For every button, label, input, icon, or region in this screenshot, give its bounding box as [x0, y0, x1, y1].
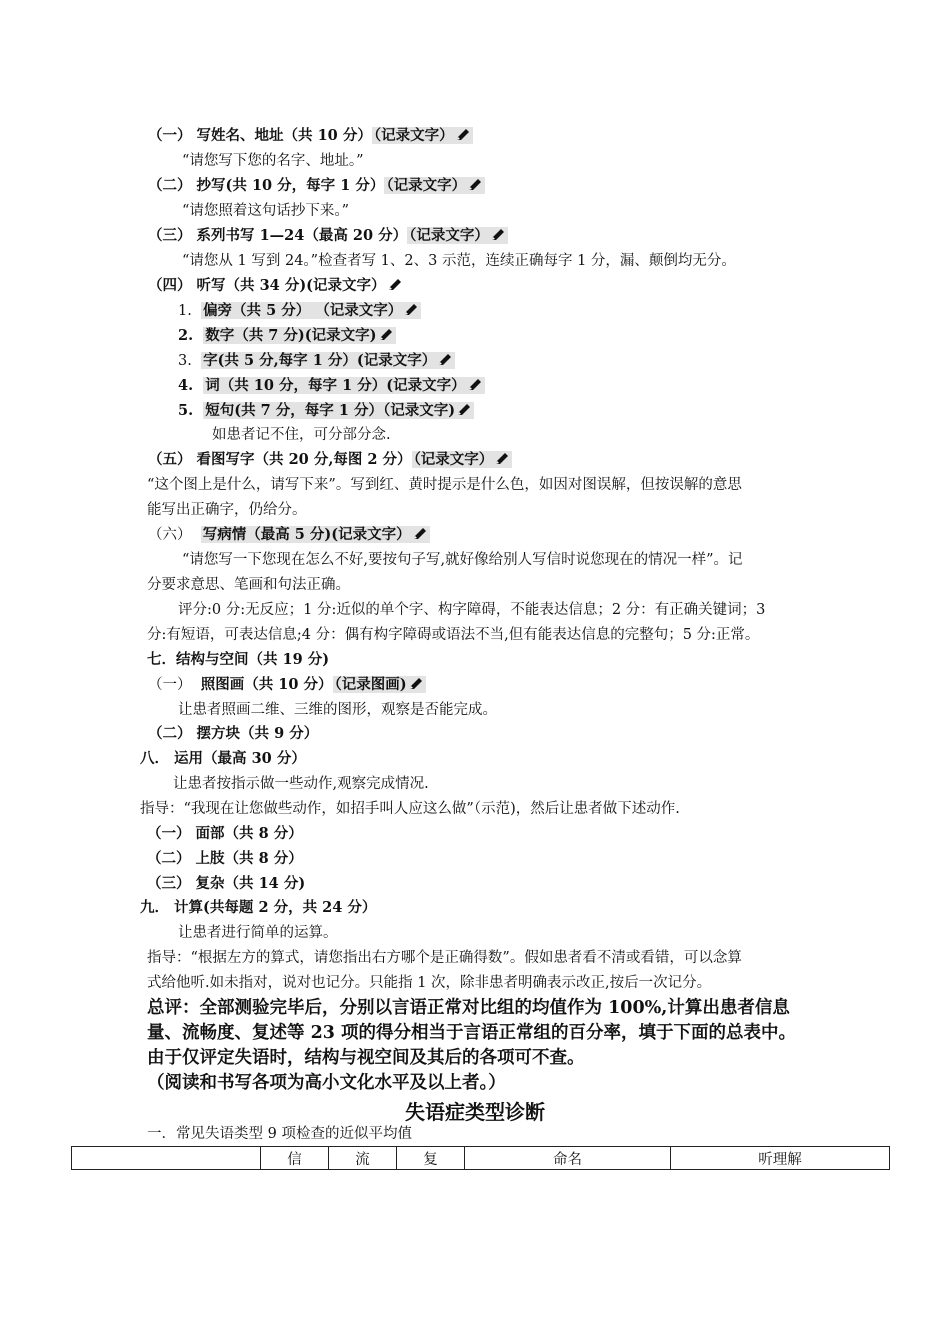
table-header-cell: 信 — [261, 1147, 329, 1170]
pencil-icon — [403, 303, 419, 317]
record-tag — [412, 451, 513, 468]
dictation-item — [178, 351, 455, 371]
aphasia-values-table — [71, 1146, 890, 1170]
section-3-title: （三） 系列书写 1—24（最高 20 分） — [148, 227, 408, 244]
section-8-item: （三） 复杂（共 14 分) — [147, 875, 306, 892]
table-header-cell: 复 — [397, 1147, 465, 1170]
section-3-heading — [148, 226, 508, 246]
item-number: 2. — [178, 327, 194, 344]
pencil-icon — [412, 527, 428, 541]
section-6-text-1: “请您写一下您现在怎么不好,要按句子写,就好像给别人写信时说您现在的情况一样”。记 — [182, 552, 743, 568]
pencil-icon — [437, 353, 453, 367]
section-6-text-2: 分要求意思、笔画和句法正确。 — [147, 577, 350, 593]
pencil-icon — [378, 328, 394, 342]
dictation-item-label — [203, 377, 484, 394]
section-8-item: （一） 面部（共 8 分） — [147, 825, 303, 842]
item-label-text: 数字（共 7 分)(记录文字) — [205, 327, 377, 344]
record-tag-label: （记录图画) — [334, 676, 407, 693]
dictation-item-label — [203, 327, 395, 344]
section-7-sub-1-number: （一） — [148, 677, 192, 693]
record-tag-label: （记录文字） — [413, 451, 494, 468]
section-8-text-1: 让患者按指示做一些动作,观察完成情况. — [173, 776, 429, 792]
item-number: 5. — [178, 402, 194, 419]
section-4-title: （四） 听写（共 34 分)(记录文字） — [148, 277, 386, 294]
section-4-heading — [148, 276, 403, 296]
diagnosis-title: 失语症类型诊断 — [405, 1100, 545, 1124]
table-header-row — [72, 1147, 890, 1170]
section-6-heading — [148, 525, 430, 545]
item-label-text: 字(共 5 分,每字 1 分）(记录文字） — [203, 352, 437, 369]
table-header-cell — [72, 1147, 261, 1170]
record-tag-label: （记录文字） — [409, 227, 489, 244]
section-1-title: （一） 写姓名、地址（共 10 分） — [148, 127, 372, 144]
dictation-item — [178, 401, 474, 421]
section-9-text-3: 式给他听.如未指对，说对也记分。只能指 1 次，除非患者明确表示改正,按后一次记分。 — [147, 975, 712, 991]
dictation-note: 如患者记不住，可分部分念. — [212, 427, 391, 443]
item-number: 1. — [178, 303, 192, 319]
section-9-text-2: 指导：“根据左方的算式，请您指出右方哪个是正确得数”。假如患者看不清或看错，可以念算 — [147, 950, 742, 966]
dictation-item-label — [201, 352, 455, 369]
section-5-title: （五） 看图写字（共 20 分,每图 2 分） — [148, 451, 412, 468]
record-tag-label: （记录文字） — [373, 127, 454, 144]
record-tag — [384, 177, 485, 194]
section-9-heading: 九． 计算(共每题 2 分，共 24 分） — [140, 899, 377, 916]
dictation-item — [178, 326, 396, 346]
pencil-icon — [455, 128, 471, 142]
table-header-cell: 听理解 — [671, 1147, 890, 1170]
diagnosis-subtitle: 一．常见失语类型 9 项检查的近似平均值 — [147, 1126, 412, 1142]
section-7-sub-2-heading: （二） 摆方块（共 9 分） — [148, 725, 319, 742]
summary-line-1: 总评：全部测验完毕后，分别以言语正常对比组的均值作为 100%,计算出患者信息 — [147, 998, 790, 1018]
record-tag — [333, 676, 426, 693]
section-5-text-2: 能写出正确字，仍给分。 — [147, 502, 307, 518]
pencil-icon — [387, 278, 403, 292]
section-6-text-4: 分:有短语，可表达信息;4 分：偶有构字障碍或语法不当,但有能表达信息的完整句；5 分:正常。 — [147, 627, 760, 643]
table-header-cell: 流 — [329, 1147, 397, 1170]
section-7-sub-1-text: 让患者照画二维、三维的图形，观察是否能完成。 — [178, 702, 497, 718]
table-header-cell: 命名 — [465, 1147, 671, 1170]
section-8-item: （二） 上肢（共 8 分） — [147, 850, 303, 867]
pencil-icon — [467, 378, 483, 392]
section-1-text: “请您写下您的名字、地址。” — [182, 153, 364, 169]
section-2-heading — [148, 176, 485, 196]
section-6-text-3: 评分:0 分:无反应；1 分:近似的单个字、构字障碍，不能表达信息；2 分：有正确关键词；3 — [178, 602, 766, 618]
summary-line-3: 由于仅评定失语时，结构与视空间及其后的各项可不查。 — [147, 1048, 585, 1068]
pencil-icon — [494, 452, 510, 466]
section-5-text-1: “这个图上是什么，请写下来”。写到红、黄时提示是什么色，如因对图误解，但按误解的意思 — [147, 477, 742, 493]
record-tag-label: （记录文字） — [386, 177, 467, 194]
section-7-sub-1-title: 照图画（共 10 分） — [200, 676, 333, 693]
summary-line-2: 量、流畅度、复述等 23 项的得分相当于言语正常组的百分率，填于下面的总表中。 — [147, 1023, 797, 1043]
section-5-heading — [148, 450, 512, 470]
record-tag — [372, 127, 473, 144]
dictation-item — [178, 301, 421, 321]
item-number: 4. — [178, 377, 194, 394]
item-number: 3. — [178, 353, 192, 369]
section-2-text: “请您照着这句话抄下来。” — [182, 203, 350, 219]
section-9-text-1: 让患者进行简单的运算。 — [178, 925, 338, 941]
dictation-item-label — [203, 402, 474, 419]
item-label-text: 偏旁（共 5 分） （记录文字） — [203, 302, 403, 319]
summary-line-4: （阅读和书写各项为高小文化水平及以上者。） — [147, 1073, 506, 1093]
record-tag — [407, 227, 508, 244]
section-6-title: 写病情（最高 5 分)(记录文字） — [202, 526, 411, 543]
section-6-number: （六） — [148, 527, 192, 543]
pencil-icon — [408, 677, 424, 691]
section-1-heading — [148, 126, 473, 146]
section-8-heading: 八． 运用（最高 30 分） — [140, 750, 306, 767]
section-7-sub-1-heading — [148, 675, 426, 695]
dictation-item — [178, 376, 485, 396]
item-label-text: 短句(共 7 分，每字 1 分）（记录文字) — [205, 402, 456, 419]
pencil-icon — [456, 403, 472, 417]
section-8-text-2: 指导：“我现在让您做些动作，如招手叫人应这么做”（示范)，然后让患者做下述动作. — [140, 801, 680, 817]
record-tag — [201, 526, 430, 543]
pencil-icon — [467, 178, 483, 192]
dictation-item-label — [201, 302, 421, 319]
pencil-icon — [490, 228, 506, 242]
section-3-text: “请您从 1 写到 24。”检查者写 1、2、3 示范，连续正确每字 1 分，漏、颠倒均无分。 — [182, 253, 736, 269]
section-7-heading: 七．结构与空间（共 19 分) — [147, 651, 330, 668]
item-label-text: 词（共 10 分，每字 1 分）(记录文字） — [205, 377, 466, 394]
section-2-title: （二） 抄写(共 10 分，每字 1 分） — [148, 177, 385, 194]
